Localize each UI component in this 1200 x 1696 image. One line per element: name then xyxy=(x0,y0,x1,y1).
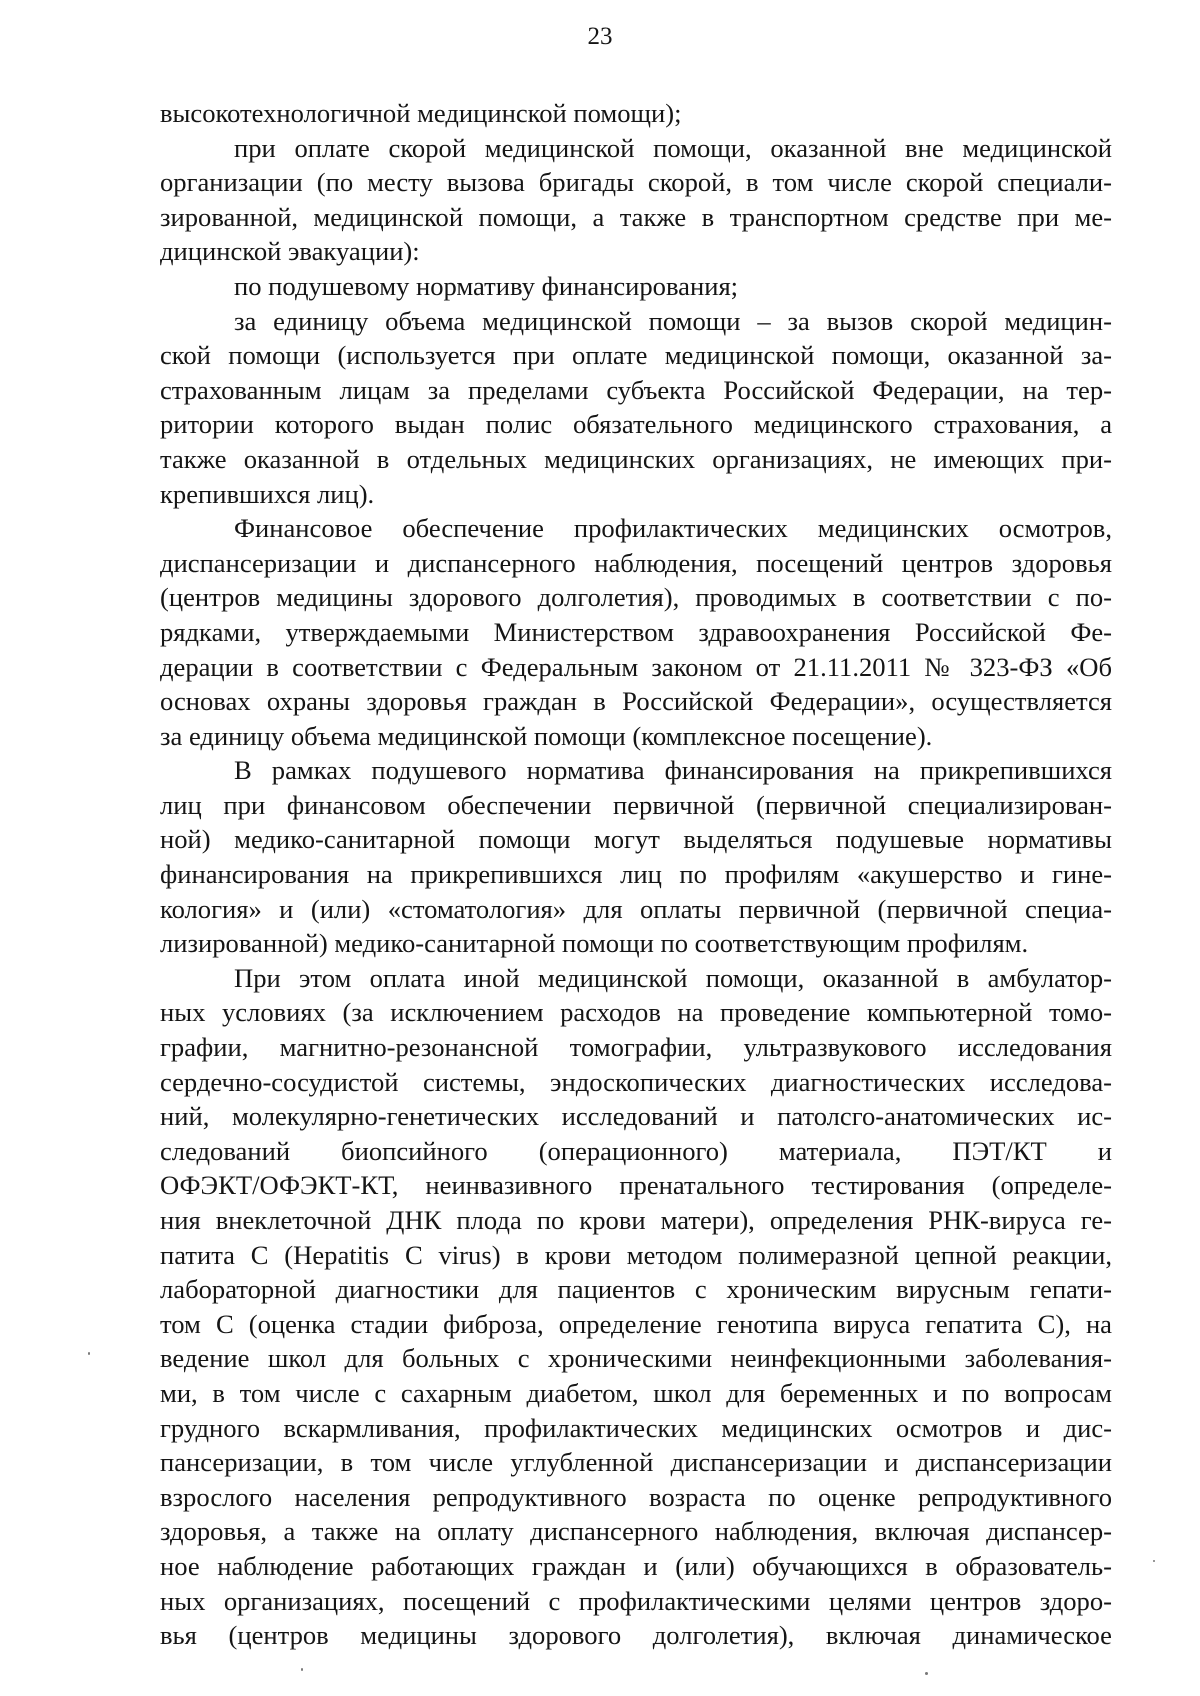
text-line: взрослого населения репродуктивного возраста по оценке репродуктивного xyxy=(160,1481,1112,1512)
text-line: зированной, медицинской помощи, а также в транспортном средстве при ме- xyxy=(160,201,1112,232)
scan-speck xyxy=(925,1672,928,1675)
text-line: страхованным лицам за пределами субъекта Российской Федерации, на тер- xyxy=(160,374,1112,405)
text-line: финансирования на прикрепившихся лиц по профилям «акушерство и гине- xyxy=(160,859,1112,890)
text-line: также оказанной в отдельных медицинских организациях, не имеющих при- xyxy=(160,443,1112,474)
text-line: ных условиях (за исключением расходов на проведение компьютерной томо- xyxy=(160,997,1112,1028)
text-line: том С (оценка стадии фиброза, определение генотипа вируса гепатита С), на xyxy=(160,1308,1112,1339)
text-line: лизированной) медико-санитарной помощи по соответствующим профилям. xyxy=(160,928,1029,959)
text-line: дицинской эвакуации): xyxy=(160,236,420,267)
text-line: дерации в соответствии с Федеральным законом от 21.11.2011 № 323-ФЗ «Об xyxy=(160,651,1112,682)
text-line: лиц при финансовом обеспечении первичной (первичной специализирован- xyxy=(160,789,1112,820)
text-line: организации (по месту вызова бригады скорой, в том числе скорой специали- xyxy=(160,167,1112,198)
text-line: крепившихся лиц). xyxy=(160,478,375,509)
text-line: (центров медицины здорового долголетия), проводимых в соответствии с по- xyxy=(160,582,1112,613)
text-line: лабораторной диагностики для пациентов с хроническим вирусным гепати- xyxy=(160,1274,1112,1305)
text-line: сердечно-сосудистой системы, эндоскопических диагностических исследова- xyxy=(160,1066,1112,1097)
text-line: ведение школ для больных с хроническими неинфекционными заболевания- xyxy=(160,1343,1112,1374)
text-line: графии, магнитно-резонансной томографии, ультразвукового исследования xyxy=(160,1032,1112,1063)
text-line: ное наблюдение работающих граждан и (или) обучающихся в образователь- xyxy=(160,1550,1112,1581)
text-line: ных организациях, посещений с профилактическими целями центров здоро- xyxy=(160,1585,1112,1616)
text-line: При этом оплата иной медицинской помощи, оказанной в амбулатор- xyxy=(234,962,1112,993)
text-line: рядками, утверждаемыми Министерством здравоохранения Российской Фе- xyxy=(160,616,1112,647)
text-line: грудного вскармливания, профилактических медицинских осмотров и дис- xyxy=(160,1412,1112,1443)
text-line: В рамках подушевого норматива финансирования на прикрепившихся xyxy=(234,755,1112,786)
text-line: ритории которого выдан полис обязательного медицинского страхования, а xyxy=(160,409,1112,440)
text-line: ОФЭКТ/ОФЭКТ-КТ, неинвазивного пренатального тестирования (определе- xyxy=(160,1170,1112,1201)
text-line: по подушевому нормативу финансирования; xyxy=(234,270,739,301)
text-line: основах охраны здоровья граждан в Российской Федерации», осуществляется xyxy=(160,686,1112,717)
scan-speck xyxy=(301,1668,303,1671)
page-number: 23 xyxy=(587,23,613,50)
text-line: за единицу объема медицинской помощи (комплексное посещение). xyxy=(160,720,933,751)
scan-speck xyxy=(1153,1560,1155,1562)
text-line: ний, молекулярно-генетических исследований и патолсго-анатомических ис- xyxy=(160,1101,1112,1132)
text-line: ной) медико-санитарной помощи могут выделяться подушевые нормативы xyxy=(160,824,1112,855)
text-line: ской помощи (используется при оплате медицинской помощи, оказанной за- xyxy=(160,340,1112,371)
scan-speck xyxy=(88,1352,90,1355)
text-line: при оплате скорой медицинской помощи, оказанной вне медицинской xyxy=(234,132,1112,163)
text-line: пансеризации, в том числе углубленной диспансеризации и диспансеризации xyxy=(160,1447,1112,1478)
text-line: кология» и (или) «стоматология» для оплаты первичной (первичной специа- xyxy=(160,893,1112,924)
text-line: высокотехнологичной медицинской помощи); xyxy=(160,98,682,128)
text-line: за единицу объема медицинской помощи – за вызов скорой медицин- xyxy=(234,305,1112,336)
text-line: диспансеризации и диспансерного наблюдения, посещений центров здоровья xyxy=(160,547,1112,578)
text-line: ми, в том числе с сахарным диабетом, школ для беременных и по вопросам xyxy=(160,1377,1112,1408)
text-line: Финансовое обеспечение профилактических медицинских осмотров, xyxy=(234,513,1112,544)
document-body xyxy=(160,96,1112,1653)
text-line: вья (центров медицины здорового долголетия), включая динамическое xyxy=(160,1620,1112,1651)
text-line: здоровья, а также на оплату диспансерного наблюдения, включая диспансер- xyxy=(160,1516,1112,1547)
text-line: патита С (Hepatitis C virus) в крови методом полимеразной цепной реакции, xyxy=(160,1239,1112,1270)
text-line: ния внеклеточной ДНК плода по крови матери), определения РНК-вируса ге- xyxy=(160,1205,1112,1235)
text-line: следований биопсийного (операционного) материала, ПЭТ/КТ и xyxy=(160,1135,1112,1166)
